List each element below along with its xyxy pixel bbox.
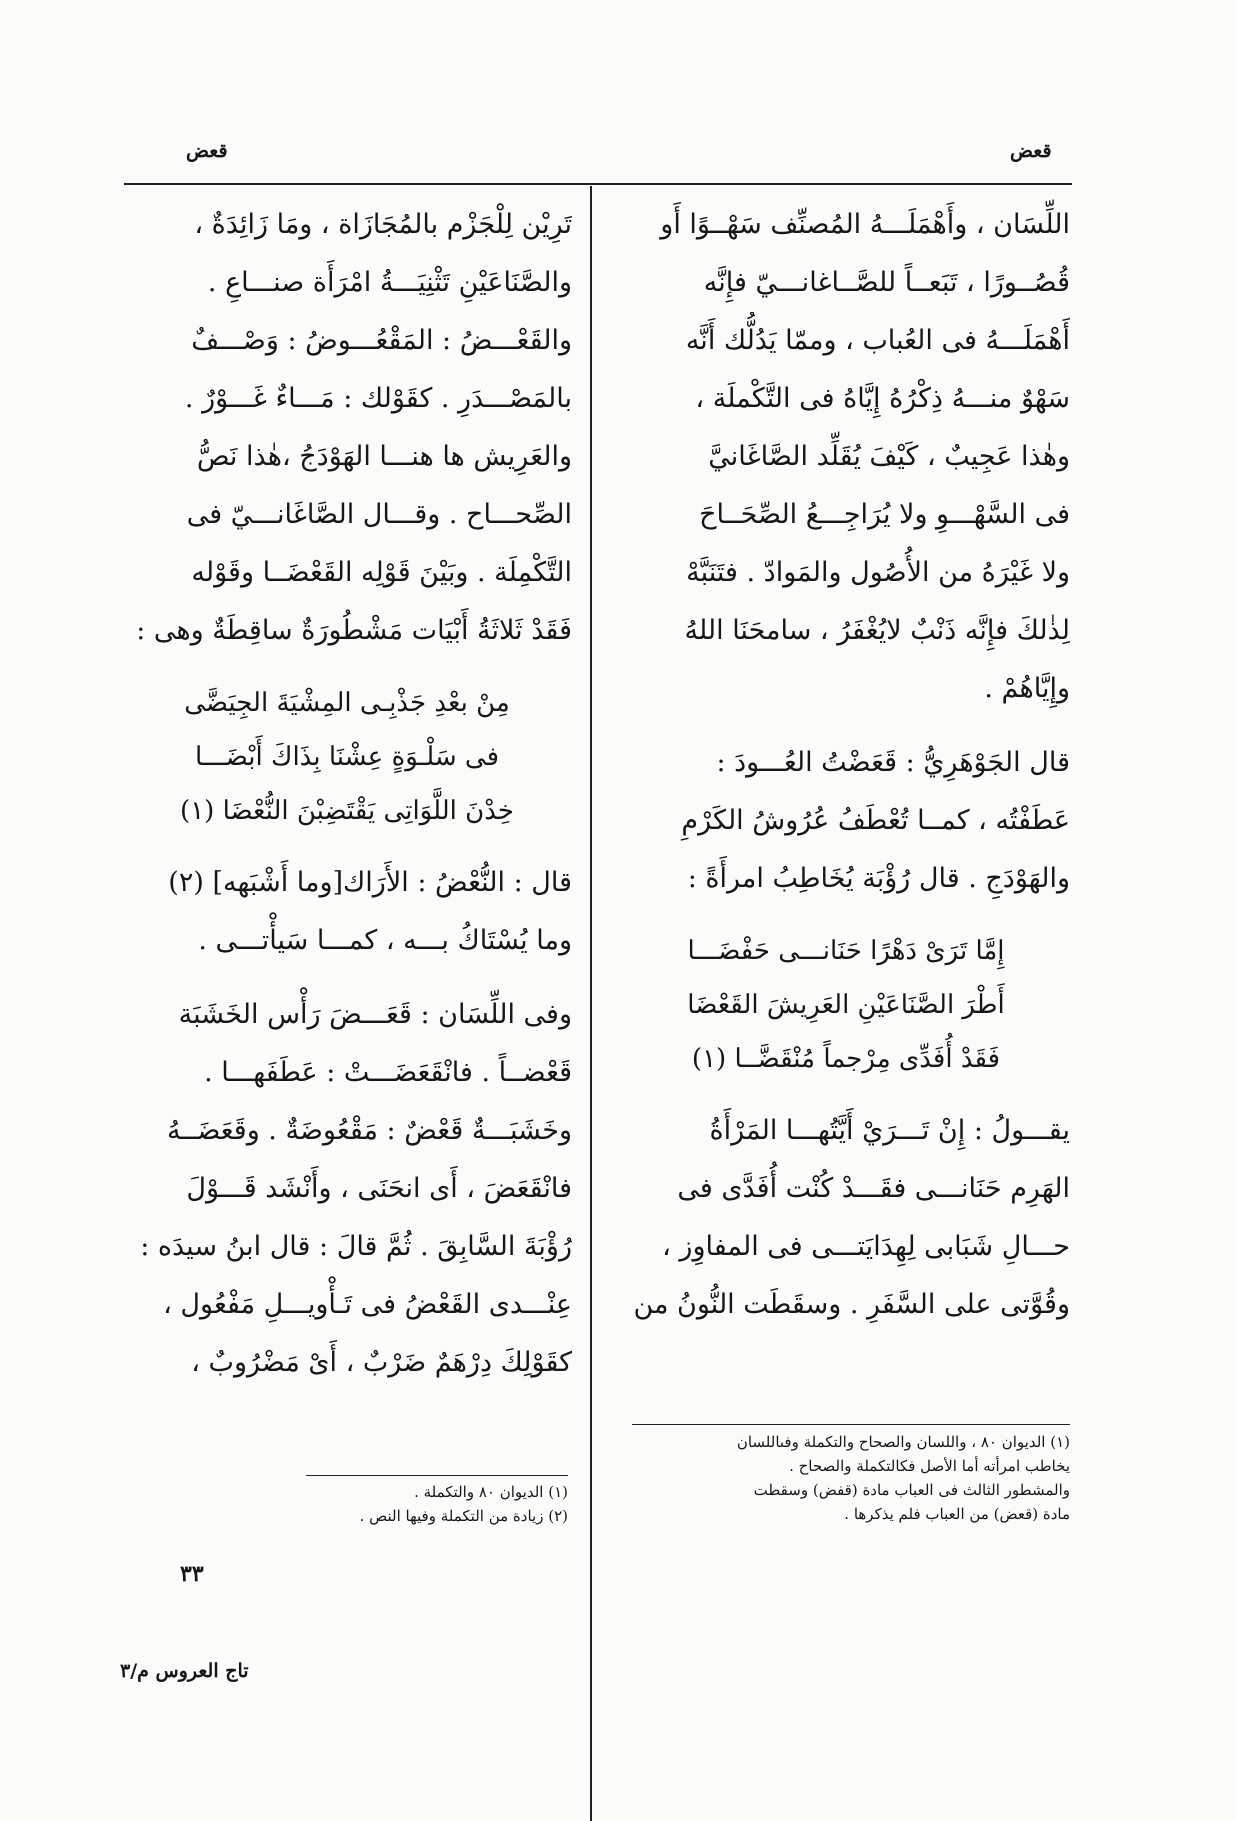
text-line: ولا غَيْرَهُ من الأُصُول والمَوادّ . فتَنَبَّهْ — [686, 557, 1070, 588]
footnote-rule-right — [632, 1424, 1070, 1425]
column-divider — [590, 186, 592, 1821]
text-line: أَهْمَلَـــهُ فى العُباب ، وممّا يَدُلُّك أَنَّه — [685, 325, 1070, 356]
footnotes-right — [636, 1430, 1070, 1526]
text-line: عَطَفْتُه ، كمــا تُعْطَفُ عُرُوشُ الكَرْمِ — [681, 805, 1070, 836]
footnote-line: والمشطور الثالث فى العباب مادة (قفض) وسقطت — [753, 1481, 1070, 1499]
footnote-line: (١) الديوان ٨٠ والتكملة . — [414, 1483, 568, 1501]
verse-line: فى سَلْـوَةٍ عِشْنَا بِذَاكَ أَبْضَـــا — [194, 742, 499, 772]
text-line: والعَرِيش ها هنـــا الهَوْدَجُ ،هٰذا نَصُّ — [196, 441, 572, 472]
text-line: قال : النُّعْضُ : الأَرَاك[وما أَشْبَهه] (٢) — [168, 867, 572, 898]
right-column — [622, 196, 1070, 1334]
text-line: كقَوْلِكَ دِرْهَمٌ ضَرْبٌ ، أَىْ مَضْرُوبٌ ، — [191, 1347, 572, 1378]
text-line: سَهْوٌ منـــهُ ذِكْرُهُ إِيَّاهُ فى التَّكْملَة ، — [695, 383, 1070, 414]
footnote-line: (١) الديوان ٨٠ ، واللسان والصحاح والتكملة وفىاللسان — [736, 1433, 1070, 1451]
verse-line: خِدْنَ اللَّوَاتِى يَقْتَضِبْنَ النُّعْضَا (١) — [180, 796, 514, 826]
text-line: قال الجَوْهَرِيُّ : قَعَضْتُ العُـــودَ : — [716, 747, 1070, 778]
text-line: وفى اللِّسَان : قَعَـــضَ رَأْس الخَشَبَة — [178, 999, 572, 1030]
footnotes-left — [300, 1480, 568, 1528]
text-line: بالمَصْـــدَرِ . كقَوْلك : مَـــاءٌ غَـــوْرٌ . — [184, 383, 572, 414]
footnote-line: مادة (قعض) من العباب فلم يذكرها . — [844, 1505, 1070, 1523]
verse-line: إِمَّا تَرَىْ دَهْرًا حَنَانـــى حَفْضَـــا — [687, 936, 1005, 966]
text-line: فانْقَعَضَ ، أَى انحَنَى ، وأَنْشَد قَـــوْلَ — [186, 1173, 572, 1204]
text-line: وما يُسْتَاكُ بـــه ، كمـــا سَيأْتـــى . — [198, 925, 572, 956]
text-line: وخَشَبَـــةٌ قَعْضٌ : مَقْعُوضَةٌ . وقَعَضَــهُ — [167, 1115, 572, 1146]
footnote-line: يخاطب امرأته أما الأصل فكالتكملة والصحاح . — [789, 1457, 1070, 1475]
header-rule — [124, 183, 1072, 185]
text-line: رُؤْبَةَ السَّابِقَ . ثُمَّ قالَ : قال ابنُ سيدَه : — [140, 1231, 572, 1262]
headword-left: قعض — [186, 140, 228, 162]
text-line: والقَعْـــضُ : المَقْعُـــوضُ : وَصْـــفٌ — [191, 325, 572, 356]
text-line: قَعْضــاً . فانْقَعَضَـــتْ : عَطَفَهـــا . — [204, 1057, 572, 1088]
text-line: الصِّحـــاح . وقـــال الصَّاغَانـــيّ فى — [186, 499, 572, 530]
text-line: لِذٰلكَ فإِنَّه ذَنْبٌ لايُغْفَرُ ، سامحَنَا اللهُ — [684, 615, 1070, 646]
text-line: تَرِيْن لِلْجَزْم بالمُجَازَاة ، ومَا زَائِدَةٌ ، — [194, 209, 572, 240]
text-line: وقُوَّتى على السَّفَرِ . وسقَطَت النُّونُ من — [633, 1289, 1070, 1320]
text-line: عِنْـــدى القَعْضُ فى تَـأْويـــلِ مَفْعُول ، — [163, 1289, 572, 1320]
volume-signature: تاج العروس م/٣ — [120, 1660, 249, 1682]
text-line: وإِيَّاهُمْ . — [984, 673, 1070, 704]
text-line: يقـــولُ : إِنْ تَـــرَيْ أَيَّتُهـــا المَرْأَةُ — [709, 1115, 1070, 1146]
headword-right: قعض — [1010, 140, 1052, 162]
text-line: والهَوْدَجِ . قال رُؤْبَة يُخَاطِبُ امرأَةً : — [687, 863, 1070, 894]
text-line: قُصُــورًا ، تَبَعــاً للصَّــاغانـــيّ فإِنَّه — [703, 267, 1070, 298]
verse-line: فَقَدْ أُفَدِّى مِرْجماً مُنْقَضَّــا (١) — [691, 1044, 1001, 1074]
text-line: اللِّسَان ، وأَهْمَلَـــهُ المُصنِّف سَهْــوًا أَو — [660, 209, 1070, 240]
text-line: حـــالِ شَبَابى لِهِدَايَتـــى فى المفاوِز ، — [662, 1231, 1070, 1262]
text-line: فى السَّهْـــوِ ولا يُرَاجِـــعُ الصِّحَــاحَ — [699, 499, 1070, 530]
left-column — [122, 196, 572, 1392]
text-line: وهٰذا عَجِيبٌ ، كَيْفَ يُقَلِّد الصَّاغَانيَّ — [708, 441, 1070, 472]
text-line: فَقَدْ ثَلاثَةُ أَبْيَات مَشْطُورَةٌ ساقِطَةٌ وهى : — [136, 615, 572, 646]
text-line: التَّكْمِلَة . وبَيْنَ قَوْلِه القَعْضَــا وقَوْله — [191, 557, 572, 588]
footnote-line: (٢) زيادة من التكملة وفيها النص . — [359, 1507, 568, 1525]
verse-line: أَطْرَ الصَّنَاعَيْنِ العَرِيشَ القَعْضَا — [687, 990, 1005, 1020]
verse-line: مِنْ بعْدِ جَذْبِـى المِشْيَةَ الجِيَضَّى — [184, 688, 510, 718]
text-line: والصَّنَاعَيْنِ تَثْنِيَـــةُ امْرَأَة صنـــاعِ . — [207, 267, 572, 298]
page-number: ٣٣ — [180, 1561, 204, 1587]
text-line: الهَرِم حَنَانـــى فقَـــدْ كُنْت أُفَدَّى فى — [677, 1173, 1070, 1204]
footnote-rule-left — [306, 1475, 568, 1476]
